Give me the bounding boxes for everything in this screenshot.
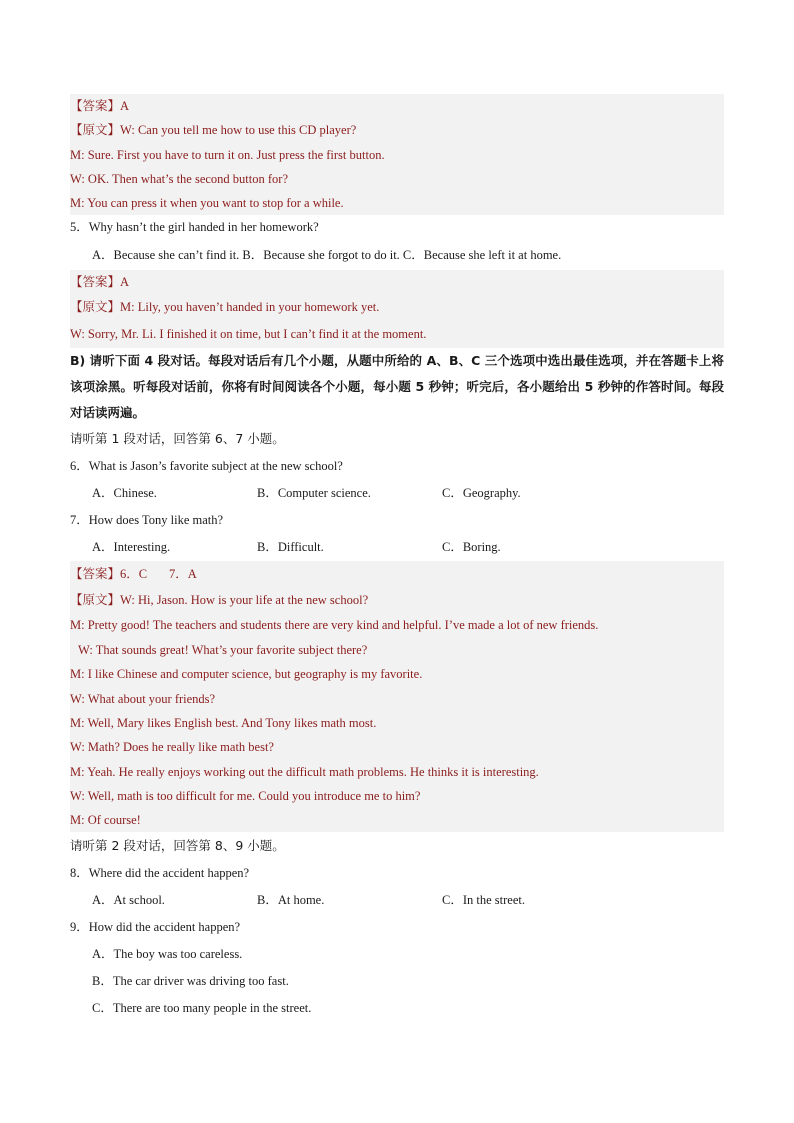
transcript-line: W: What about your friends?: [70, 691, 216, 706]
answer-value: A: [120, 274, 130, 289]
option-a: A．At school.: [92, 892, 165, 907]
question-8: 8．Where did the accident happen?: [70, 865, 250, 880]
transcript-line: [70, 294, 724, 321]
answer-line: [70, 270, 724, 294]
option-a: A．The boy was too careless.: [92, 946, 243, 961]
question-7-options: [70, 534, 724, 561]
transcript-line: W: OK. Then what’s the second button for?: [70, 171, 289, 186]
transcript-line: M: Pretty good! The teachers and students there are very kind and helpful. I’ve made a lot of new friends.: [70, 618, 599, 633]
transcript-line: [70, 118, 724, 142]
transcript-line: M: Yeah. He really enjoys working out the difficult math problems. He thinks it is interesting.: [70, 764, 539, 779]
transcript-tag: 【原文】: [70, 122, 121, 138]
option-c: C．There are too many people in the street.: [92, 1000, 312, 1015]
transcript-line: M: You can press it when you want to stop for a while.: [70, 196, 344, 211]
question-8-options: [70, 886, 724, 913]
transcript-line: W: That sounds great! What’s your favorite subject there?: [78, 643, 368, 658]
transcript-line: W: Sorry, Mr. Li. I finished it on time, but I can’t find it at the moment.: [70, 327, 427, 342]
option-c: C．Geography.: [442, 486, 521, 501]
dialog-2-intro: 请听第 2 段对话，回答第 8、9 小题。: [70, 837, 285, 853]
transcript-line: M: I like Chinese and computer science, but geography is my favorite.: [70, 667, 423, 682]
answer-tag: 【答案】: [70, 565, 121, 581]
answer-line: [70, 94, 724, 118]
transcript-text: W: Can you tell me how to use this CD player?: [120, 123, 357, 138]
option-a: A．Chinese.: [92, 486, 157, 501]
option-b: B．Difficult.: [257, 540, 324, 555]
question-6-options: [70, 480, 724, 507]
transcript-line: M: Sure. First you have to turn it on. Just press the first button.: [70, 147, 385, 162]
question-6: 6．What is Jason’s favorite subject at the new school?: [70, 459, 343, 474]
option-b: B．Computer science.: [257, 486, 371, 501]
question-7: 7．How does Tony like math?: [70, 513, 224, 528]
option-c: C．Boring.: [442, 540, 501, 555]
answer-value: 6．C 7．A: [120, 566, 197, 581]
question-5: 5．Why hasn’t the girl handed in her homework?: [70, 220, 319, 235]
answer-line: [70, 561, 724, 587]
transcript-line: M: Of course!: [70, 813, 141, 828]
answer-block-5: [70, 270, 724, 348]
transcript-line: [70, 587, 724, 613]
transcript-text: W: Hi, Jason. How is your life at the new school?: [120, 592, 369, 607]
transcript-text: M: Lily, you haven’t handed in your homework yet.: [120, 300, 380, 315]
answer-value: A: [120, 99, 130, 113]
transcript-tag: 【原文】: [70, 591, 121, 607]
transcript-line: W: Well, math is too difficult for me. Could you introduce me to him?: [70, 788, 421, 803]
answer-tag: 【答案】: [70, 98, 121, 113]
question-5-options: A．Because she can’t find it. B．Because she forgot to do it. C．Because she left it at home.: [92, 247, 562, 262]
answer-tag: 【答案】: [70, 273, 121, 289]
option-a: A．Interesting.: [92, 540, 171, 555]
transcript-line: W: Math? Does he really like math best?: [70, 740, 274, 755]
section-b-instructions: B) 请听下面 4 段对话。每段对话后有几个小题，从题中所给的 A、B、C 三个选项中选出最佳选项，并在答题卡上将该项涂黑。听每段对话前，你将有时间阅读各个小题，每小题 5 秒钟；听完后，各小题给出 5 秒钟的作答时间。每段对话读两遍。: [70, 353, 724, 421]
dialog-1-intro: 请听第 1 段对话，回答第 6、7 小题。: [70, 431, 285, 447]
transcript-line: M: Well, Mary likes English best. And Tony likes math most.: [70, 715, 377, 730]
answer-block-6-7: [70, 561, 724, 832]
transcript-tag: 【原文】: [70, 299, 121, 315]
option-c: C．In the street.: [442, 892, 525, 907]
answer-block-4: [70, 94, 724, 215]
document-page: [70, 94, 724, 1021]
option-b: B．The car driver was driving too fast.: [92, 973, 289, 988]
question-9: 9．How did the accident happen?: [70, 919, 241, 934]
option-b: B．At home.: [257, 892, 325, 907]
